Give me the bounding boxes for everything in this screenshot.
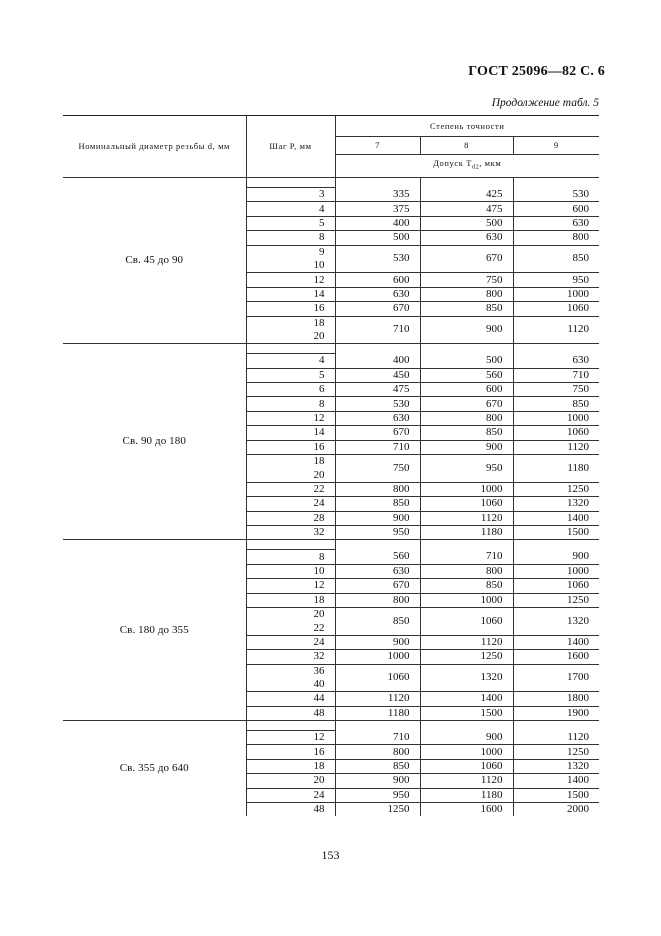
spacer-cell [420,540,513,550]
pitch-cell: 14 [246,287,335,301]
pitch-cell: 44 [246,692,335,706]
tolerance-value-grade-9: 1120 [567,323,589,336]
tolerance-value-grade-7: 800 [335,593,420,607]
tolerance-value-grade-8: 1000 [420,593,513,607]
tolerance-table [63,115,599,816]
tolerance-value-grade-8: 670 [420,397,513,411]
pitch-cell: 3 [246,188,335,202]
tolerance-value-grade-9: 1600 [513,650,599,664]
tolerance-value-grade-8: 1120 [420,635,513,649]
spacer-cell [513,178,599,188]
tolerance-value-grade-9: 1320 [513,607,599,635]
pitch-cell: 24 [246,497,335,511]
tolerance-value-grade-9: 1800 [513,692,599,706]
diameter-range: Св. 355 до 640 [63,721,246,817]
tolerance-value-grade-9: 1120 [513,440,599,454]
table-header [63,116,599,178]
tolerance-value-grade-8: 560 [420,368,513,382]
pitch-cell: 16 [246,745,335,759]
pitch-cell: 9 [246,245,335,259]
pitch-cell: 20 [246,468,335,482]
pitch-cell: 18 [246,593,335,607]
tolerance-value-grade-7: 1000 [335,650,420,664]
pitch-cell: 22 [246,482,335,496]
diameter-range: Св. 90 до 180 [63,344,246,540]
pitch-cell: 4 [246,354,335,368]
tolerance-value-grade-7: 630 [335,411,420,425]
tolerance-value-grade-9: 1250 [513,482,599,496]
tolerance-value-grade-9: 1000 [513,287,599,301]
pitch-cell: 5 [246,368,335,382]
tolerance-value-grade-8: 1320 [420,664,513,692]
tolerance-value-grade-8: 1060 [420,759,513,773]
group-spacer-row [63,178,599,188]
tolerance-value-grade-9: 1500 [513,788,599,802]
group-spacer-row [63,540,599,550]
tolerance-value-grade-9: 600 [513,202,599,216]
pitch-cell: 8 [246,231,335,245]
spacer-cell [420,344,513,354]
pitch-cell: 20 [246,607,335,621]
tolerance-value-grade-7: 900 [335,511,420,525]
tolerance-value-grade-9: 750 [513,383,599,397]
tolerance-value-grade-7: 850 [335,759,420,773]
tolerance-value-grade-9: 1060 [513,426,599,440]
tolerance-value-grade-7: 950 [335,525,420,539]
pitch-cell: 5 [246,216,335,230]
group-spacer-row [63,344,599,354]
tolerance-value-grade-8: 630 [420,231,513,245]
tolerance-value-grade-8: 800 [420,411,513,425]
spacer-cell [335,344,420,354]
tolerance-value-grade-8: 850 [420,579,513,593]
tolerance-value-grade-9: 710 [513,368,599,382]
tolerance-value-grade-7: 670 [335,302,420,316]
pitch-cell: 10 [246,259,335,273]
tolerance-value-grade-9: 530 [513,188,599,202]
tolerance-value-grade-9: 1400 [513,635,599,649]
tolerance-value-grade-8: 475 [420,202,513,216]
tolerance-value-grade-8: 500 [420,216,513,230]
tolerance-value-grade-8: 600 [420,383,513,397]
pitch-cell: 6 [246,383,335,397]
tolerance-value-grade-8: 1180 [420,788,513,802]
pitch-cell: 10 [246,564,335,578]
header-grade-7: 7 [335,137,420,155]
pitch-cell: 48 [246,706,335,720]
tolerance-value-grade-8: 1500 [420,706,513,720]
tolerance-value-grade-7: 600 [335,273,420,287]
header-pitch: Шаг P, мм [246,116,335,178]
pitch-cell: 40 [246,678,335,692]
tolerance-value-grade-9: 950 [513,273,599,287]
spacer-cell [335,178,420,188]
pitch-cell: 18 [246,316,335,330]
tolerance-value-grade-9: 1180 [513,455,599,483]
header-grade-8: 8 [420,137,513,155]
tolerance-value-grade-8: 1250 [420,650,513,664]
tolerance-value-grade-7: 900 [335,635,420,649]
tolerance-value-grade-7: 450 [335,368,420,382]
tolerance-value-grade-7: 400 [335,354,420,368]
pitch-cell: 12 [246,411,335,425]
diameter-range: Св. 45 до 90 [63,178,246,344]
tolerance-value-grade-9: 850 [513,245,599,273]
tolerance-value-grade-9: 850 [513,397,599,411]
pitch-cell: 28 [246,511,335,525]
tolerance-value-grade-9: 1320 [513,759,599,773]
spacer-cell [246,344,335,354]
pitch-cell: 8 [246,397,335,411]
pitch-cell: 18 [246,455,335,469]
tolerance-value-grade-7: 530 [335,245,420,273]
tolerance-value-grade-9: 1700 [513,664,599,692]
tolerance-value-grade-9: 1400 [513,774,599,788]
pitch-cell: 22 [246,621,335,635]
tolerance-value-grade-8: 900 [420,440,513,454]
tolerance-subscript: d2 [472,164,480,171]
tolerance-value-grade-9: 1250 [513,593,599,607]
tolerance-value-grade-7: 375 [335,202,420,216]
tolerance-grid [63,115,599,816]
pitch-cell: 8 [246,550,335,564]
header-accuracy: Степень точности [335,116,599,137]
tolerance-value-grade-8: 900 [420,316,513,344]
header-diameter: Номинальный диаметр резьбы d, мм [63,116,246,178]
tolerance-value-grade-9: 1900 [567,706,589,719]
tolerance-value-grade-8: 800 [420,564,513,578]
pitch-cell: 48 [246,803,335,817]
header-tolerance [335,155,599,178]
spacer-cell [335,721,420,731]
pitch-cell: 16 [246,302,335,316]
spacer-cell [513,344,599,354]
tolerance-value-grade-9: 1120 [513,731,599,745]
tolerance-value-grade-7: 630 [335,564,420,578]
tolerance-value-grade-8: 900 [420,731,513,745]
tolerance-label: Допуск T [433,158,473,169]
tolerance-value-grade-8: 1060 [420,607,513,635]
tolerance-value-grade-9: 1000 [513,564,599,578]
document-header: ГОСТ 25096—82 С. 6 [468,64,605,79]
table-body [63,178,599,817]
tolerance-value-grade-9: 1000 [513,411,599,425]
tolerance-value-grade-7: 710 [335,440,420,454]
tolerance-value-grade-8: 750 [420,273,513,287]
pitch-cell: 16 [246,440,335,454]
tolerance-value-grade-8: 1400 [420,692,513,706]
tolerance-value-grade-9: 1400 [513,511,599,525]
tolerance-value-grade-8: 1180 [420,525,513,539]
tolerance-value-grade-8: 1000 [420,482,513,496]
pitch-cell: 14 [246,426,335,440]
spacer-cell [246,540,335,550]
tolerance-value-grade-8: 670 [420,245,513,273]
tolerance-value-grade-7: 800 [335,745,420,759]
table-continuation-label: Продолжение табл. 5 [491,97,599,109]
tolerance-value-grade-8: 1000 [420,745,513,759]
tolerance-value-grade-7: 950 [335,788,420,802]
tolerance-value-grade-7: 800 [335,482,420,496]
tolerance-value-grade-7: 630 [335,287,420,301]
tolerance-value-grade-7: 900 [335,774,420,788]
tolerance-value-grade-9: 2000 [567,803,589,816]
tolerance-value-grade-8: 1120 [420,511,513,525]
tolerance-value-grade-7: 1060 [335,664,420,692]
tolerance-value-grade-7: 1180 [335,706,420,720]
tolerance-value-grade-7: 850 [335,607,420,635]
group-spacer-row [63,721,599,731]
tolerance-value-grade-8: 800 [420,287,513,301]
pitch-cell: 20 [246,330,335,344]
tolerance-value-grade-7: 710 [335,731,420,745]
tolerance-value-grade-7: 1250 [335,803,420,817]
tolerance-value-grade-7: 475 [335,383,420,397]
tolerance-value-grade-8: 425 [420,188,513,202]
tolerance-value-grade-7: 500 [335,231,420,245]
tolerance-value-grade-8: 1600 [420,803,513,817]
tolerance-value-grade-7: 400 [335,216,420,230]
spacer-cell [335,540,420,550]
tolerance-unit: , мкм [479,158,502,169]
pitch-cell: 4 [246,202,335,216]
tolerance-value-grade-7: 750 [335,455,420,483]
tolerance-value-grade-7: 710 [335,316,420,344]
spacer-cell [246,178,335,188]
tolerance-value-grade-9: 1060 [513,579,599,593]
page-number: 153 [321,848,340,862]
tolerance-value-grade-7: 1120 [335,692,420,706]
pitch-cell: 32 [246,650,335,664]
tolerance-value-grade-7: 850 [335,497,420,511]
tolerance-value-grade-9: 800 [513,231,599,245]
pitch-cell: 12 [246,273,335,287]
pitch-cell: 24 [246,788,335,802]
pitch-cell: 32 [246,525,335,539]
tolerance-value-grade-9: 1320 [513,497,599,511]
diameter-range: Св. 180 до 355 [63,540,246,721]
tolerance-value-grade-7: 560 [335,550,420,564]
pitch-cell: 24 [246,635,335,649]
pitch-cell: 20 [246,774,335,788]
tolerance-value-grade-8: 1120 [420,774,513,788]
tolerance-value-grade-7: 670 [335,579,420,593]
tolerance-value-grade-9: 630 [513,354,599,368]
tolerance-value-grade-9: 1060 [513,302,599,316]
spacer-cell [513,540,599,550]
tolerance-value-grade-7: 335 [335,188,420,202]
spacer-cell [246,721,335,731]
tolerance-value-grade-7: 530 [335,397,420,411]
spacer-cell [420,178,513,188]
pitch-cell: 12 [246,579,335,593]
tolerance-value-grade-8: 950 [420,455,513,483]
header-grade-9: 9 [513,137,599,155]
pitch-cell: 36 [246,664,335,678]
tolerance-value-grade-8: 850 [420,426,513,440]
tolerance-value-grade-8: 1060 [420,497,513,511]
tolerance-value-grade-8: 500 [420,354,513,368]
tolerance-value-grade-9: 900 [513,550,599,564]
pitch-cell: 18 [246,759,335,773]
tolerance-value-grade-8: 710 [420,550,513,564]
spacer-cell [513,721,599,731]
pitch-cell: 12 [246,731,335,745]
tolerance-value-grade-9: 1500 [567,526,589,539]
tolerance-value-grade-9: 630 [513,216,599,230]
spacer-cell [420,721,513,731]
tolerance-value-grade-8: 850 [420,302,513,316]
tolerance-value-grade-7: 670 [335,426,420,440]
tolerance-value-grade-9: 1250 [513,745,599,759]
